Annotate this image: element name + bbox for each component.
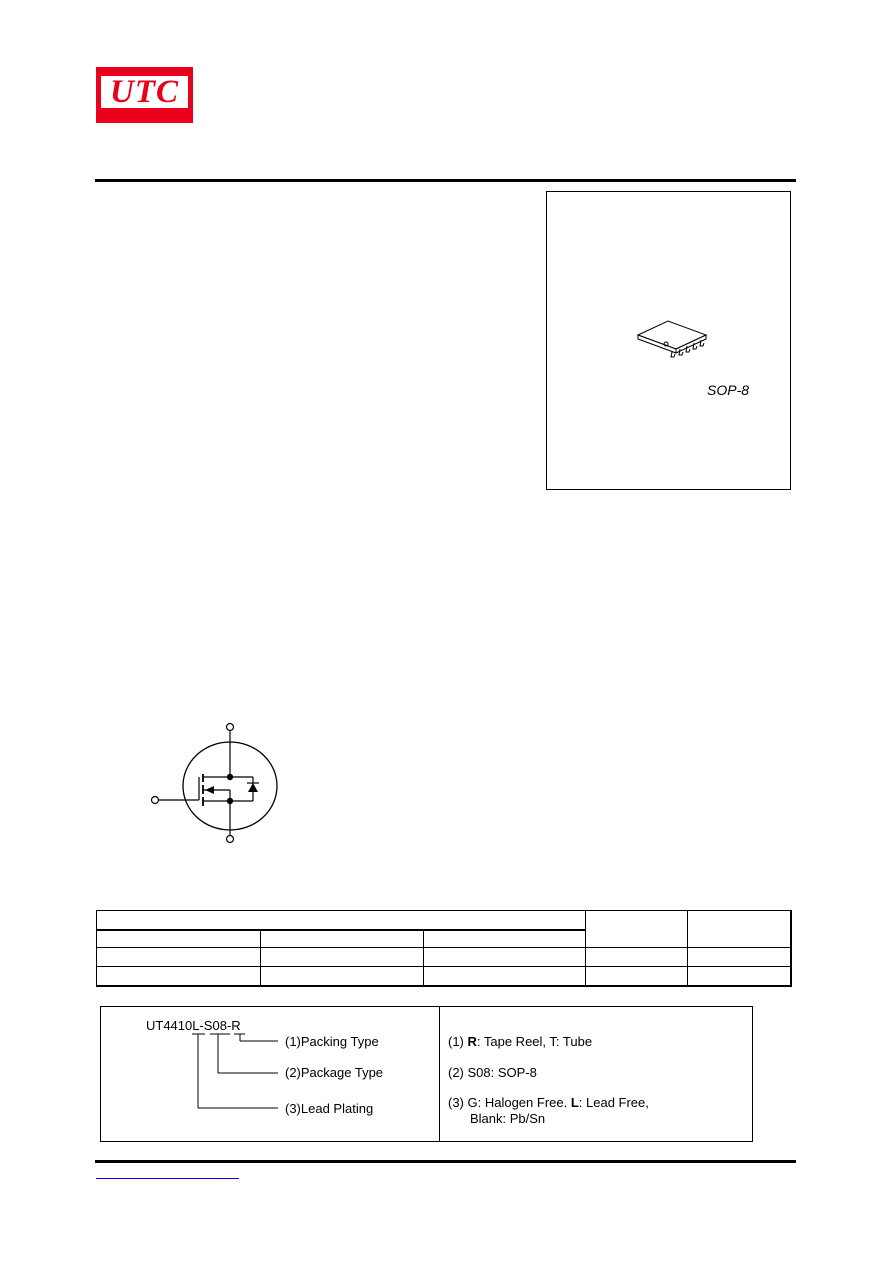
table-row-divider (96, 947, 792, 948)
utc-logo (96, 67, 193, 123)
marking-box-divider (439, 1006, 440, 1142)
link-underline (96, 1178, 239, 1179)
package-type-label: (2)Package Type (285, 1065, 384, 1080)
packing-type-label: (1)Packing Type (285, 1034, 379, 1049)
mosfet-symbol-icon (145, 720, 280, 845)
table-border-left (96, 910, 97, 986)
lead-plating-label: (3)Lead Plating (285, 1101, 374, 1116)
note-packing: (1) R: Tape Reel, T: Tube (448, 1034, 593, 1049)
marking-leader-lines (190, 1030, 290, 1112)
note-plating-line2: Blank: Pb/Sn (470, 1111, 546, 1126)
table-border-right (790, 910, 792, 986)
table-row-divider (96, 966, 792, 967)
logo-text: UTC (110, 74, 179, 110)
footer-rule (95, 1160, 796, 1163)
package-label: SOP-8 (707, 382, 750, 398)
table-col-divider (423, 929, 424, 986)
ordering-table (96, 910, 792, 986)
note-plating: (3) G: Halogen Free. L: Lead Free, (448, 1095, 649, 1110)
table-col-divider (585, 910, 586, 986)
header-rule (95, 179, 796, 182)
sop8-package-icon (630, 318, 710, 360)
table-col-divider (687, 910, 688, 986)
note-package: (2) S08: SOP-8 (448, 1065, 537, 1080)
part-number: UT4410L-S08-R (146, 1018, 241, 1033)
table-col-divider (260, 929, 261, 986)
table-row-divider (96, 929, 585, 931)
footer-website-link[interactable] (96, 1166, 239, 1180)
